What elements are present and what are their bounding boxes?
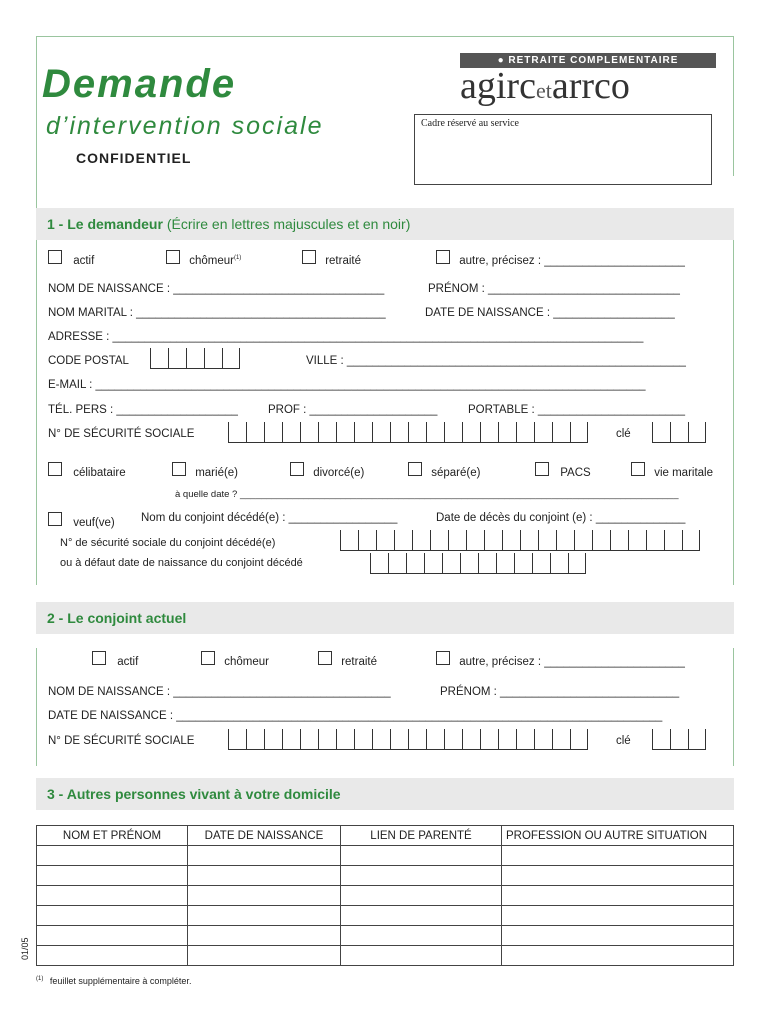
prenom-field[interactable]: PRÉNOM : ______________________________	[428, 283, 680, 295]
checkbox[interactable]	[48, 462, 62, 476]
cle-label: clé	[616, 428, 631, 440]
ville-field[interactable]: VILLE : _____________________________________________________	[306, 355, 686, 367]
logo-et: et	[535, 78, 552, 103]
table-cell[interactable]	[341, 846, 502, 866]
tel-field[interactable]: TÉL. PERS : ___________________	[48, 404, 238, 416]
confidential-label: CONFIDENTIEL	[76, 150, 192, 166]
table-cell[interactable]	[341, 886, 502, 906]
col-header: NOM ET PRÉNOM	[37, 826, 188, 846]
table-cell[interactable]	[188, 866, 341, 886]
reserved-box-label: Cadre réservé au service	[421, 118, 519, 129]
conjoint-date-naissance-field[interactable]: DATE DE NAISSANCE : ____________________________________________________________________________	[48, 710, 663, 722]
table-cell[interactable]	[502, 846, 734, 866]
conjoint-nom-naissance-field[interactable]: NOM DE NAISSANCE : __________________________________	[48, 686, 391, 698]
checkbox[interactable]	[408, 462, 422, 476]
table-cell[interactable]	[502, 926, 734, 946]
logo-retraite-bar: ● RETRAITE COMPLEMENTAIRE	[460, 53, 716, 68]
footnote-mark: (1)	[36, 976, 44, 982]
table-cell[interactable]	[37, 866, 188, 886]
footnote-text: feuillet supplémentaire à compléter.	[49, 976, 192, 986]
conjoint-status-chomeur[interactable]	[201, 651, 269, 668]
family-label: séparé(e)	[431, 467, 481, 479]
status-chomeur[interactable]	[166, 250, 241, 267]
quelle-date-field[interactable]: à quelle date ? ___________________________________________________________________________________	[175, 489, 679, 500]
prof-field[interactable]: PROF : ____________________	[268, 404, 438, 416]
section1-title: 1 - Le demandeur	[47, 216, 163, 232]
date-naissance-field[interactable]: DATE DE NAISSANCE : ___________________	[425, 307, 675, 319]
checkbox[interactable]	[535, 462, 549, 476]
footnote-ref: (1)	[233, 255, 242, 262]
status-retraite[interactable]	[302, 250, 361, 267]
section3-header	[36, 778, 734, 810]
table-cell[interactable]	[502, 946, 734, 966]
nom-naissance-field[interactable]: NOM DE NAISSANCE : _________________________________	[48, 283, 385, 295]
nom-marital-field[interactable]: NOM MARITAL : _______________________________________	[48, 307, 386, 319]
status-label: chômeur	[189, 255, 234, 267]
table-row[interactable]	[37, 946, 734, 966]
family-veuf[interactable]	[48, 512, 115, 529]
family-label: divorcé(e)	[313, 467, 365, 479]
adresse-field[interactable]: ADRESSE : ___________________________________________________________________________________	[48, 331, 644, 343]
header-frame-top	[36, 36, 734, 37]
secu-conjoint-label: N° de sécurité sociale du conjoint décédé(e)	[60, 537, 276, 549]
logo-arrco: arrco	[551, 65, 630, 107]
family-celibataire[interactable]	[48, 462, 126, 479]
conjoint-secu-label: N° DE SÉCURITÉ SOCIALE	[48, 735, 195, 747]
status-autre[interactable]	[436, 250, 685, 267]
section2-title: 2 - Le conjoint actuel	[47, 610, 187, 626]
code-postal-label: CODE POSTAL	[48, 355, 129, 367]
table-row[interactable]	[37, 846, 734, 866]
date-deces-field[interactable]: Date de décès du conjoint (e) : ______________	[436, 512, 686, 524]
email-field[interactable]: E-MAIL : ______________________________________________________________________________________	[48, 379, 646, 391]
family-vie-maritale[interactable]	[631, 462, 713, 479]
checkbox[interactable]	[318, 651, 332, 665]
col-header: PROFESSION OU AUTRE SITUATION	[502, 826, 734, 846]
table-cell[interactable]	[502, 866, 734, 886]
status-label: autre, précisez : ______________________	[459, 656, 685, 668]
family-separe[interactable]	[408, 462, 480, 479]
table-cell[interactable]	[37, 946, 188, 966]
table-cell[interactable]	[341, 866, 502, 886]
status-label: retraité	[325, 255, 361, 267]
status-label: actif	[117, 656, 139, 668]
conjoint-cle-label: clé	[616, 735, 631, 747]
section1-subtitle: (Écrire en lettres majuscules et en noir)	[166, 216, 411, 232]
section1-header	[36, 208, 734, 240]
table-row[interactable]	[37, 886, 734, 906]
family-label: vie maritale	[654, 467, 714, 479]
family-divorce[interactable]	[290, 462, 364, 479]
table-cell[interactable]	[188, 926, 341, 946]
portable-field[interactable]: PORTABLE : _______________________	[468, 404, 685, 416]
table-row[interactable]	[37, 926, 734, 946]
table-cell[interactable]	[502, 886, 734, 906]
family-marie[interactable]	[172, 462, 238, 479]
checkbox[interactable]	[302, 250, 316, 264]
status-label: retraité	[341, 656, 377, 668]
section1-frame-left	[36, 240, 37, 585]
footnote	[36, 976, 191, 986]
section2-header	[36, 602, 734, 634]
checkbox[interactable]	[166, 250, 180, 264]
family-label: veuf(ve)	[73, 517, 115, 529]
status-label: chômeur	[224, 656, 269, 668]
col-header: LIEN DE PARENTÉ	[341, 826, 502, 846]
table-row[interactable]	[37, 906, 734, 926]
reserved-box	[414, 114, 712, 185]
table-cell[interactable]	[188, 886, 341, 906]
header-frame-left	[36, 36, 37, 211]
family-label: PACS	[560, 467, 591, 479]
checkbox[interactable]	[172, 462, 186, 476]
date-naissance-conjoint-input[interactable]	[370, 553, 586, 574]
checkbox[interactable]	[436, 651, 450, 665]
secu-label: N° DE SÉCURITÉ SOCIALE	[48, 428, 195, 440]
code-postal-input[interactable]	[150, 348, 240, 369]
checkbox[interactable]	[201, 651, 215, 665]
agirc-arrco-logo	[460, 64, 630, 108]
table-header-row	[37, 826, 734, 846]
col-header: DATE DE NAISSANCE	[188, 826, 341, 846]
checkbox[interactable]	[48, 512, 62, 526]
conjoint-prenom-field[interactable]: PRÉNOM : ____________________________	[440, 686, 680, 698]
checkbox[interactable]	[92, 651, 106, 665]
logo-agirc: agirc	[460, 65, 536, 107]
table-cell[interactable]	[37, 846, 188, 866]
status-label: autre, précisez : ______________________	[459, 255, 685, 267]
table-cell[interactable]	[188, 846, 341, 866]
nom-conjoint-decede-field[interactable]: Nom du conjoint décédé(e) : _________________	[141, 512, 398, 524]
section2-frame-right	[733, 648, 734, 766]
section1-frame-right	[733, 240, 734, 585]
defaut-date-label: ou à défaut date de naissance du conjoint décédé	[60, 557, 303, 569]
secu-input[interactable]	[228, 422, 588, 443]
checkbox[interactable]	[631, 462, 645, 476]
family-label: célibataire	[73, 467, 126, 479]
table-cell[interactable]	[341, 906, 502, 926]
checkbox[interactable]	[48, 250, 62, 264]
table-cell[interactable]	[188, 906, 341, 926]
section3-title: 3 - Autres personnes vivant à votre domicile	[47, 786, 341, 802]
form-subtitle: d’intervention sociale	[46, 112, 324, 140]
family-pacs[interactable]	[535, 462, 591, 479]
checkbox[interactable]	[436, 250, 450, 264]
status-label: actif	[73, 255, 95, 267]
status-actif[interactable]	[48, 250, 94, 267]
table-cell[interactable]	[37, 906, 188, 926]
table-cell[interactable]	[188, 946, 341, 966]
household-table	[36, 825, 734, 966]
conjoint-status-autre[interactable]	[436, 651, 685, 668]
form-title: Demande	[42, 62, 237, 106]
section2-frame-left	[36, 648, 37, 766]
table-cell[interactable]	[502, 906, 734, 926]
family-label: marié(e)	[195, 467, 239, 479]
checkbox[interactable]	[290, 462, 304, 476]
form-code: 01/05	[20, 937, 30, 960]
conjoint-status-actif[interactable]	[92, 651, 138, 668]
table-row[interactable]	[37, 866, 734, 886]
table-cell[interactable]	[341, 946, 502, 966]
table-cell[interactable]	[341, 926, 502, 946]
conjoint-cle-input[interactable]	[652, 729, 706, 750]
table-cell[interactable]	[37, 886, 188, 906]
header-frame-right	[733, 36, 734, 176]
cle-input[interactable]	[652, 422, 706, 443]
conjoint-status-retraite[interactable]	[318, 651, 377, 668]
table-cell[interactable]	[37, 926, 188, 946]
conjoint-secu-input[interactable]	[228, 729, 588, 750]
secu-conjoint-input[interactable]	[340, 530, 700, 551]
